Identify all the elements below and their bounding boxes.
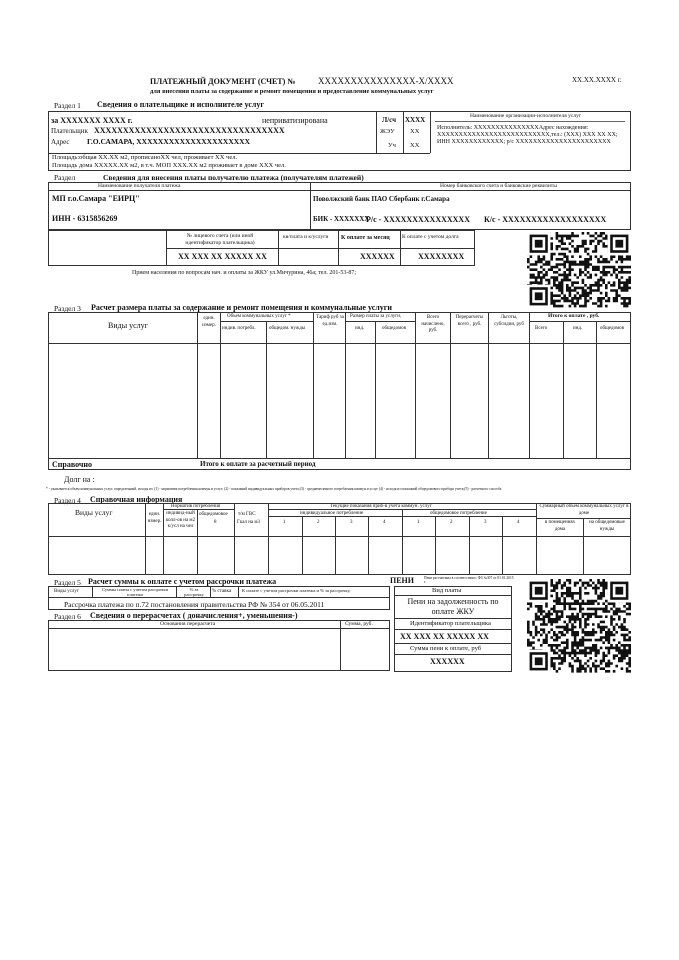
section2-label: Раздел xyxy=(54,173,76,182)
org-line-3: ИНН XXXXXXXXXXXX; р/с XXXXXXXXXXXXXXXXXXXXXX xyxy=(437,139,611,145)
s5-services-header: Виды услуг xyxy=(54,589,79,594)
peni-sum-value: XXXXXX xyxy=(430,657,465,666)
document-subtitle: для внесения платы за содержание и ремонт помещения и предоставление коммунальных услуг xyxy=(150,88,434,95)
pay-month-header: К оплате за месяц xyxy=(341,235,390,241)
peni-note: Пени рассчитаны в соответствии с ФЗ №307 от 01.01.2015 г. xyxy=(424,576,514,585)
peni-id-header: Идентификатор плательщика xyxy=(410,620,491,627)
address-label: Адрес xyxy=(51,138,70,146)
s4-col-6: 2 xyxy=(450,520,453,525)
section1-label: Раздел 1 xyxy=(54,101,81,110)
footnote: * - указывается объем коммунальных услуг, определенный, исходя из: (1) - норматива потребления коммун.и услуг; (2) - показаний индивидуальных приборов учета;(3) - среднемесячного потребления коммун.и услуг (4) - исходя из показаний общедомового прибора учета;(5) - расчетного способа xyxy=(46,487,502,491)
s4-col-2: 2 xyxy=(317,520,320,525)
col-volume-ind-header: индив. потребл. xyxy=(222,326,256,331)
s4-common-needs-header: на общедомовые нужды xyxy=(589,520,625,532)
col-services-header: Виды услуг xyxy=(108,321,148,330)
pay-debt-header: К оплате с учетом долга xyxy=(402,234,459,240)
s5-sums-header: Суммы платы с учетом рассрочки платежа xyxy=(101,587,169,598)
bank-bik: БИК - XXXXXXX xyxy=(313,215,370,223)
period-header: кв/плата и к/услуги xyxy=(283,234,329,240)
peni-kind-header: Вид платы xyxy=(432,587,462,594)
col-unit-header: един. измер. xyxy=(202,316,216,328)
col-tariff-header: Тариф руб за ед.изм. xyxy=(316,315,344,327)
recipient-name: МП г.о.Самара "ЕИРЦ" xyxy=(52,194,140,203)
section5-title: Расчет суммы к оплате с учетом рассрочки платежа xyxy=(88,577,277,586)
s6-basis-header: Основания перерасчета xyxy=(160,621,216,627)
section3-label: Раздел 3 xyxy=(54,304,81,313)
org-header: Наименование организации-исполнителя услуг xyxy=(470,113,582,119)
peni-kind-value: Пени на задолженность по оплате ЖКУ xyxy=(407,597,499,617)
section2-title: Сведения для внесения платы получателю платежа (получателям платежей) xyxy=(103,173,364,182)
s4-in-premises-header: в помещениях дома xyxy=(544,520,576,532)
billing-period: за XXXXXXX XXXX г. xyxy=(51,116,133,125)
s4-col-5: 1 xyxy=(417,520,420,525)
bank-ks: К/с - XXXXXXXXXXXXXXXXXX xyxy=(484,215,607,224)
s4-ind-cons-header: индивидуальное потребление xyxy=(300,511,364,516)
s4-col-4: 4 xyxy=(383,520,386,525)
s4-col-1: 1 xyxy=(283,520,286,525)
col-topay-common-header: общедомов xyxy=(600,326,625,331)
s4-total-volume-header: Суммарный объем коммунальных услуг в доме xyxy=(539,504,629,516)
s4-common-cons-header: общедомовое потребление xyxy=(430,511,487,516)
document-number: XXXXXXXXXXXXXXX-X/XXXX xyxy=(318,76,454,86)
s4-services-header: Виды услуг xyxy=(75,508,113,517)
reference-label: Справочно xyxy=(52,460,93,469)
jeu-label: ЖЭУ xyxy=(380,128,395,135)
recipient-inn: ИНН - 6315856269 xyxy=(52,214,118,223)
section3-table xyxy=(48,312,631,470)
s4-gvs2-header: Гкал на м3 xyxy=(237,520,261,525)
qr-code-top xyxy=(527,232,631,308)
debt-label: Долг на : xyxy=(64,475,95,484)
col-total-header: Всего начислено, руб. xyxy=(421,315,445,333)
uch-value: XX xyxy=(410,142,420,149)
s4-col-8: 4 xyxy=(517,520,520,525)
reception-info: Прием населения по вопросам нач. и оплаты за ЖКУ ул.Мичурина, 46а; тел. 201-53-87; xyxy=(132,270,357,276)
account-value: XXXX xyxy=(405,116,426,124)
col-topay-ind-header: инд. xyxy=(573,326,583,331)
account-label: Л/сч xyxy=(382,116,397,124)
peni-id-value: XX XXX XX XXXXX XX xyxy=(400,632,489,641)
s5-percent-header: % за рассрочку xyxy=(184,587,204,598)
bank-details-header: Номер банковского счета и банковские реквизиты xyxy=(440,183,557,189)
qr-code-bottom xyxy=(527,579,631,673)
s4-gvs-header: т/м ГВС xyxy=(238,512,256,517)
document-date: XX.XX.XXXX г. xyxy=(572,76,622,84)
s4-norm-header: Норматив потребления xyxy=(171,504,221,509)
peni-sum-header: Сумма пени к оплате, руб xyxy=(410,645,482,652)
payer-label: Плательщик xyxy=(51,127,88,135)
org-line-2: XXXXXXXXXXXXXXXXXXXXXXXXXX,тел.: (XXX) XXX XX XX; xyxy=(437,132,618,138)
pay-debt-value: XXXXXXXX xyxy=(418,252,465,261)
s4-norm-ind-header: индивид-ный колл-ов на м2 к/усл на чел xyxy=(165,511,196,529)
col-charge-ind-header: инд. xyxy=(355,326,365,331)
s4-col-3: 3 xyxy=(350,520,353,525)
s4-col-7: 3 xyxy=(484,520,487,525)
col-charge-common-header: общедомов xyxy=(382,326,407,331)
peni-title: ПЕНИ xyxy=(390,576,415,585)
section6-label: Раздел 6 xyxy=(54,612,81,621)
s4-norm-common-header: общедомовое xyxy=(199,512,228,517)
document-title: ПЛАТЕЖНЫЙ ДОКУМЕНТ (СЧЕТ) № xyxy=(150,77,296,86)
payer-address: Г.О.САМАРА, XXXXXXXXXXXXXXXXXXXXX xyxy=(87,137,250,146)
s4-norm-common-value: 8 xyxy=(214,520,217,525)
area-line-2: Площадь дома XXXXX.XX м2, в т.ч. МОП XXX.XX м2 проживает в доме XXX чел. xyxy=(52,162,286,169)
col-benefits-header: Льготы, субсидии, руб xyxy=(494,315,524,327)
uch-label: Уч xyxy=(388,142,396,149)
pay-month-value: XXXXXX xyxy=(360,252,395,261)
account-id-header: № лицевого счета (или иной идентификатор плательщика) xyxy=(185,233,255,247)
org-line-1: Исполнитель: XXXXXXXXXXXXXXXАдрес нахождения: xyxy=(437,125,589,131)
section6-title: Сведения о перерасчетах ( доначисления+, уменьшения-) xyxy=(90,611,298,620)
s6-sum-header: Сумма, руб. xyxy=(345,621,373,627)
area-line-1: Площадь:общая XX.XX м2, прописаноXX чел, проживает XX чел. xyxy=(52,154,238,161)
bank-rs: Р/с - XXXXXXXXXXXXXXX xyxy=(366,215,470,224)
s4-unit-header: един. измер. xyxy=(147,512,162,524)
payer-name: XXXXXXXXXXXXXXXXXXXXXXXXXXXXXXXXX xyxy=(94,126,285,135)
section4-label: Раздел 4 xyxy=(54,496,81,505)
col-topay-header: Итого к оплате , руб. xyxy=(548,313,600,319)
col-topay-total-header: Всего xyxy=(535,326,548,331)
section3-title: Расчет размера платы за содержание и ремонт помещения и коммунальные услуги xyxy=(91,303,392,312)
total-period-label: Итого к оплате за расчетный период xyxy=(200,460,316,468)
col-charge-header: Размер платы за услуги, xyxy=(350,314,402,319)
jeu-value: XX xyxy=(410,128,420,135)
col-volume-common-header: общедом. нужды xyxy=(269,326,306,331)
privatization-status: неприватизирована xyxy=(262,116,328,125)
bank-name: Поволжский банк ПАО Сбербанк г.Самара xyxy=(313,195,450,203)
account-id-value: XX XXX XX XXXXX XX xyxy=(178,252,267,261)
s4-current-header: Текущие показания приб-в учета коммун. услуг xyxy=(330,504,432,509)
section5-label: Раздел 5 xyxy=(54,578,81,587)
s5-installment-note: Рассрочка платежа по п.72 постановления правительства РФ № 354 от 06.05.2011 xyxy=(64,600,325,609)
section4-title: Справочная информация xyxy=(90,495,183,504)
recipient-header: Наименование получателя платежа xyxy=(98,183,181,189)
s5-rate-header: % ставка xyxy=(212,589,232,594)
s5-topay-header: К оплате с учетом рассрочки платежа и % за рассрочку, xyxy=(242,588,351,593)
col-recalc-header: Перерасчеты всего , руб. xyxy=(455,315,484,327)
section1-title: Сведения о плательщике и исполнителе услуг xyxy=(97,100,265,109)
col-volume-header: Объем коммунальных услуг * xyxy=(227,314,291,319)
